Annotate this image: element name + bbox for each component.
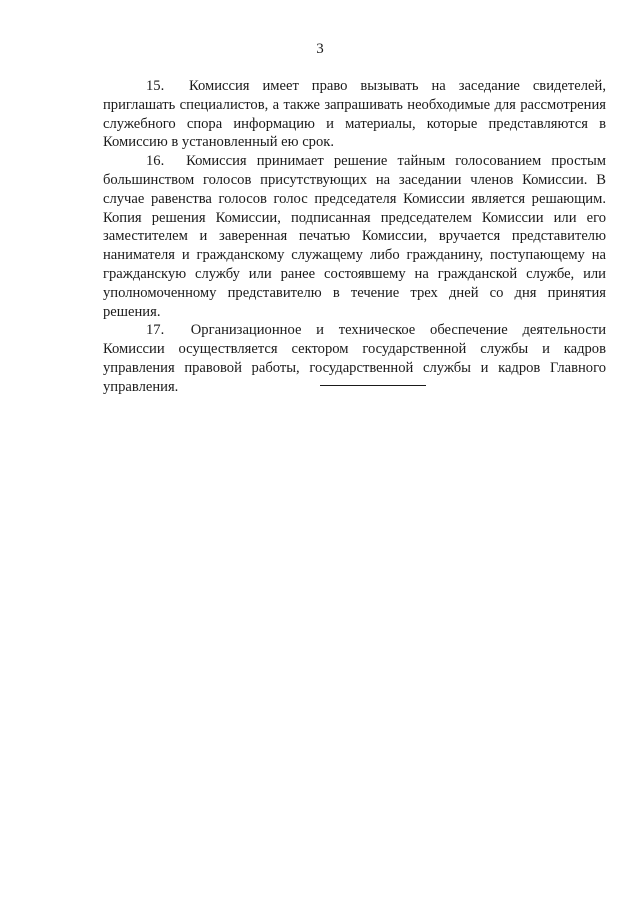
page-number: 3: [316, 41, 324, 57]
paragraph-text: Организационное и техническое обеспечение деятельности Комиссии осуществляется сектором государственной службы и кадров управления правовой работы, государственной службы и кадров Главного управления.: [103, 322, 607, 395]
paragraph-number: 15.: [146, 78, 165, 94]
paragraph-text: Комиссия имеет право вызывать на заседание свидетелей, приглашать специалистов, а также запрашивать необходимые для рассмотрения служебного спора информацию и материалы, которые представляются в Комиссию в установленный ею срок.: [103, 78, 606, 151]
paragraph-15: [103, 77, 606, 152]
document-body: [103, 77, 606, 397]
paragraph-number: 17.: [146, 322, 165, 339]
paragraph-text: Комиссия принимает решение тайным голосованием простым большинством голосов присутствующих на заседании членов Комиссии. В случае равенства голосов голос председателя Комиссии является решающим. Копия решения Комиссии, подписанная председателем Комиссии или его заместителем и заверенная печатью Комиссии, вручается представителю нанимателя и гражданскому служащему либо гражданину, поступающему на гражданскую службу или ранее состоявшему на гражданской службе, или уполномоченному представителю в течение трех дней со дня принятия решения.: [103, 153, 606, 320]
paragraph-number: 16.: [146, 153, 165, 170]
paragraph-16: [103, 152, 606, 321]
end-separator-line: [320, 385, 426, 386]
